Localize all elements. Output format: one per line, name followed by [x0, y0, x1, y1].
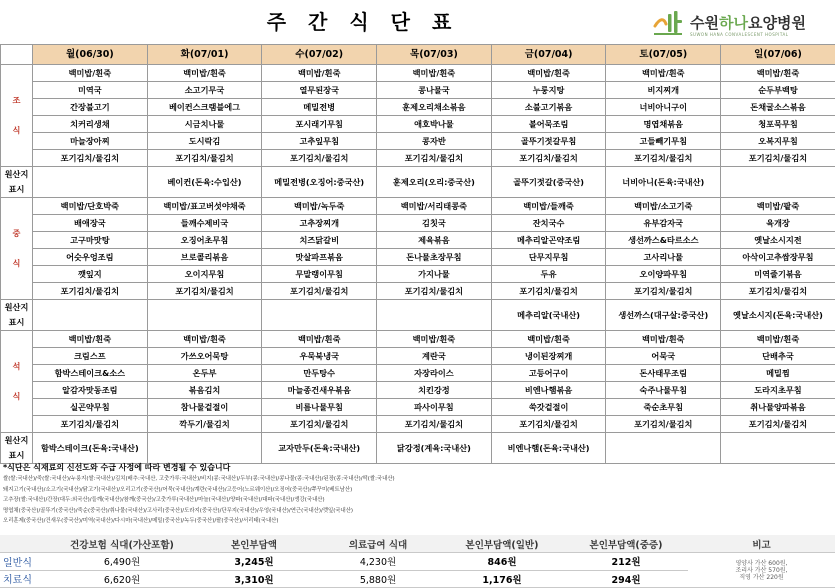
dinner-label: 석 식: [1, 331, 33, 433]
logo-mark-icon: [652, 8, 686, 38]
menu-item: 소고기무국: [147, 82, 262, 99]
dinner-menu-row: [1, 382, 835, 399]
menu-item: 누룽지탕: [491, 82, 606, 99]
menu-item: 미역국: [33, 82, 148, 99]
menu-item: 옛날소시지전: [721, 232, 835, 249]
origin-note-line: 쌀(쌀:국내산)/죽(쌀:국내산)/누룽지(쌀:국내산)/김치(배추:국내산, 고춧가루:국내산)/비지(콩:국내산)/두부(콩:국내산)/콩나물(콩:국내산)/된장(콩:국내산)/떡(쌀:국내산): [3, 476, 395, 482]
origin-cell: [606, 433, 721, 464]
menu-item: 콩나물국: [377, 82, 492, 99]
origin-cell: 골뚜기젓갈(중국산): [491, 167, 606, 198]
dinner-menu-row: [1, 348, 835, 365]
menu-item: 치커리생채: [33, 116, 148, 133]
menu-item: 브로콜리볶음: [147, 249, 262, 266]
menu-item: 너비아니구이: [606, 99, 721, 116]
menu-item: 백미밥/흰죽: [33, 65, 148, 82]
menu-item: 백미밥/흰죽: [377, 65, 492, 82]
menu-item: 백미밥/들깨죽: [491, 198, 606, 215]
header: [0, 0, 835, 44]
menu-item: 냉이된장찌개: [491, 348, 606, 365]
menu-item: 치킨강정: [377, 382, 492, 399]
lunch-menu-row: [1, 266, 835, 283]
price-header: 본인부담액(일반): [440, 535, 564, 553]
menu-item: 골뚜기젓갈무침: [491, 133, 606, 150]
menu-item: 포기김치/물김치: [491, 416, 606, 433]
menu-item: 돈사태무조림: [606, 365, 721, 382]
menu-item: 깻잎지: [33, 266, 148, 283]
menu-item: 메추리알곤약조림: [491, 232, 606, 249]
origin-cell: 훈제오리(오리:중국산): [377, 167, 492, 198]
menu-item: 제육볶음: [377, 232, 492, 249]
menu-change-note: *식단은 식재료의 신선도와 수급 사정에 따라 변경될 수 있습니다: [3, 463, 231, 472]
price-header: 본인부담액: [192, 535, 316, 553]
day-header: 토(07/05): [606, 45, 721, 65]
menu-item: 취나물양파볶음: [721, 399, 835, 416]
origin-label: 원산지 표시: [1, 167, 33, 198]
menu-item: 들깨수제비국: [147, 215, 262, 232]
menu-item: 맛살파프볶음: [262, 249, 377, 266]
origin-cell: 옛날소시지(돈육:국내산): [721, 300, 835, 331]
breakfast-menu-row: [1, 150, 835, 167]
menu-item: 백미밥/흰죽: [33, 331, 148, 348]
menu-item: 백미밥/흰죽: [491, 331, 606, 348]
day-header-row: [1, 45, 835, 65]
menu-item: 백미밥/표고버섯야채죽: [147, 198, 262, 215]
menu-item: 백미밥/흰죽: [721, 331, 835, 348]
origin-label: 원산지 표시: [1, 300, 33, 331]
origin-cell: [147, 300, 262, 331]
origin-cell: [147, 433, 262, 464]
menu-item: 가지나물: [377, 266, 492, 283]
origin-cell: [33, 300, 148, 331]
menu-item: 도라지초무침: [721, 382, 835, 399]
menu-item: 간장불고기: [33, 99, 148, 116]
meal-type-label: 일반식: [0, 553, 52, 571]
menu-item: 백미밥/흰죽: [491, 65, 606, 82]
menu-item: 백미밥/흰죽: [262, 65, 377, 82]
menu-item: 백미밥/흰죽: [606, 331, 721, 348]
menu-item: 백미밥/소고기죽: [606, 198, 721, 215]
menu-item: 포기김치/물김치: [147, 283, 262, 300]
menu-item: 명엽채볶음: [606, 116, 721, 133]
menu-item: 백미밥/단호박죽: [33, 198, 148, 215]
breakfast-origin-row: [1, 167, 835, 198]
origin-cell: [721, 433, 835, 464]
origin-note-line: 오리훈제(중국산)/건새우(중국산)/미역(국내산)/다시마(국내산)/메밀(중국산)/녹두(중국산)/팥(중국산)/서리태(국내산): [3, 518, 279, 524]
menu-item: 파사이무침: [377, 399, 492, 416]
logo-text: 수원하나요양병원: [690, 14, 806, 32]
menu-item: 자장라이스: [377, 365, 492, 382]
breakfast-label: 조 식: [1, 65, 33, 167]
menu-item: 포기김치/물김치: [606, 283, 721, 300]
origin-cell: 너비아니(돈육:국내산): [606, 167, 721, 198]
menu-item: 고추잎무침: [262, 133, 377, 150]
menu-item: 고구마맛탕: [33, 232, 148, 249]
day-header: 화(07/01): [147, 45, 262, 65]
menu-item: 콩자반: [377, 133, 492, 150]
origin-cell: [721, 167, 835, 198]
origin-cell: 교자만두(돈육:국내산): [262, 433, 377, 464]
menu-item: 포기김치/물김치: [491, 283, 606, 300]
menu-item: 훈제오리채소볶음: [377, 99, 492, 116]
origin-cell: 닭강정(계육:국내산): [377, 433, 492, 464]
origin-cell: [377, 300, 492, 331]
menu-item: 비지찌개: [606, 82, 721, 99]
page-title: 주간식단표: [266, 10, 474, 34]
origin-cell: 비엔나햄(돈육:국내산): [491, 433, 606, 464]
menu-item: 청포묵무침: [721, 116, 835, 133]
menu-item: 백미밥/녹두죽: [262, 198, 377, 215]
price-header: 건강보험 식대(가산포함): [52, 535, 192, 553]
menu-item: 포기김치/물김치: [721, 150, 835, 167]
breakfast-menu-row: [1, 116, 835, 133]
price-cell: 4,230원: [316, 553, 440, 571]
menu-item: 계란국: [377, 348, 492, 365]
lunch-label: 중 식: [1, 198, 33, 300]
origin-note-line: 명엽채(중국산)/골뚜기(중국산)/죽순(중국산)/취나물(국내산)/고사리(중국산)/도라지(중국산)/단무지(국내산)/우엉(국내산)/연근(국내산)/깻잎(국내산): [3, 507, 354, 514]
hospital-logo: [652, 8, 835, 42]
menu-item: 포시래기무침: [262, 116, 377, 133]
menu-item: 오징어초무침: [147, 232, 262, 249]
menu-item: 유부감자국: [606, 215, 721, 232]
menu-item: 포기김치/물김치: [147, 150, 262, 167]
menu-item: 포기김치/물김치: [262, 416, 377, 433]
menu-item: 배애장국: [33, 215, 148, 232]
menu-item: 백미밥/흰죽: [377, 331, 492, 348]
menu-item: 백미밥/서리태콩죽: [377, 198, 492, 215]
menu-item: 백미밥/흰죽: [262, 331, 377, 348]
price-cell: 6,620원: [52, 570, 192, 588]
menu-item: 쑥갓겉절이: [491, 399, 606, 416]
dinner-origin-row: [1, 433, 835, 464]
menu-item: 포기김치/물김치: [491, 150, 606, 167]
menu-item: 볶음김치: [147, 382, 262, 399]
menu-item: 포기김치/물김치: [262, 150, 377, 167]
menu-item: 백미밥/흰죽: [147, 65, 262, 82]
meal-type-label: 치료식: [0, 570, 52, 588]
menu-item: 순두부백탕: [721, 82, 835, 99]
menu-item: 포기김치/물김치: [606, 416, 721, 433]
menu-item: 포기김치/물김치: [721, 283, 835, 300]
menu-item: 볼어묵조림: [491, 116, 606, 133]
price-cell: 1,176원: [440, 570, 564, 588]
day-header: 월(06/30): [33, 45, 148, 65]
dinner-menu-row: [1, 331, 835, 348]
origin-cell: 함박스테이크(돈육:국내산): [33, 433, 148, 464]
menu-item: 참나물겉절이: [147, 399, 262, 416]
origin-cell: 베이컨(돈육:수입산): [147, 167, 262, 198]
menu-item: 크림스프: [33, 348, 148, 365]
price-header: 비고: [688, 535, 835, 553]
menu-item: 고들빼기무침: [606, 133, 721, 150]
dinner-menu-row: [1, 416, 835, 433]
menu-item: 죽순초무침: [606, 399, 721, 416]
weekly-menu-table: [0, 44, 835, 464]
price-cell: 294원: [564, 570, 688, 588]
menu-item: 어묵국: [606, 348, 721, 365]
menu-item: 도시락김: [147, 133, 262, 150]
menu-item: 가쓰오어묵탕: [147, 348, 262, 365]
menu-item: 오복지무침: [721, 133, 835, 150]
origin-note-line: 돼지고기(국내산)/소고기(국내산)/닭고기(국내산)/오리고기(중국산)/어묵(국내산)/계란(국내산)/고등어(노르웨이산)/오징어(중국산)/쭈꾸미(베트남산): [3, 486, 353, 493]
lunch-menu-row: [1, 232, 835, 249]
lunch-menu-row: [1, 215, 835, 232]
menu-item: 온두부: [147, 365, 262, 382]
menu-item: 무말랭이무침: [262, 266, 377, 283]
menu-item: 알감자맛동조림: [33, 382, 148, 399]
menu-item: 돈채굴소스볶음: [721, 99, 835, 116]
day-header: 금(07/04): [491, 45, 606, 65]
menu-item: 고추장찌개: [262, 215, 377, 232]
menu-item: 치즈닭갈비: [262, 232, 377, 249]
price-header: [0, 535, 52, 553]
menu-item: 메밀찜: [721, 365, 835, 382]
menu-item: 단배추국: [721, 348, 835, 365]
origin-cell: 메밀전병(오징어:중국산): [262, 167, 377, 198]
menu-item: 애호박나물: [377, 116, 492, 133]
notes-section: [0, 461, 835, 527]
menu-item: 포기김치/물김치: [33, 416, 148, 433]
lunch-origin-row: [1, 300, 835, 331]
menu-item: 생선까스&타르소스: [606, 232, 721, 249]
lunch-menu-row: [1, 249, 835, 266]
menu-item: 오이양파무침: [606, 266, 721, 283]
origin-cell: 메추리알(국내산): [491, 300, 606, 331]
menu-item: 열무된장국: [262, 82, 377, 99]
menu-item: 포기김치/물김치: [377, 283, 492, 300]
menu-item: 고등어구이: [491, 365, 606, 382]
price-remark: 영양사 가산 600원, 조리사 가산 570원, 직영 가산 220원: [688, 553, 835, 588]
menu-item: 단무지무침: [491, 249, 606, 266]
menu-item: 아삭이고추쌈장무침: [721, 249, 835, 266]
menu-item: 베이컨스크램블에그: [147, 99, 262, 116]
origin-cell: [33, 167, 148, 198]
menu-item: 돈나물초장무침: [377, 249, 492, 266]
menu-item: 백미밥/흰죽: [606, 65, 721, 82]
menu-item: 잔치국수: [491, 215, 606, 232]
menu-item: 포기김치/물김치: [377, 150, 492, 167]
price-header: 의료급여 식대: [316, 535, 440, 553]
menu-item: 포기김치/물김치: [721, 416, 835, 433]
menu-item: 비엔나햄볶음: [491, 382, 606, 399]
price-cell: 3,310원: [192, 570, 316, 588]
menu-item: 포기김치/물김치: [262, 283, 377, 300]
dinner-menu-row: [1, 399, 835, 416]
breakfast-menu-row: [1, 99, 835, 116]
menu-item: 포기김치/물김치: [377, 416, 492, 433]
price-cell: 3,245원: [192, 553, 316, 571]
menu-item: 함박스테이크&소스: [33, 365, 148, 382]
breakfast-menu-row: [1, 65, 835, 82]
breakfast-menu-row: [1, 133, 835, 150]
origin-note-line: 고추장(쌀:국내산)/간장(대두:외국산)/들깨(국내산)/참깨(중국산)/고춧가루(국내산)/마늘(국내산)/양파(국내산)/대파(국내산)/생강(국내산): [3, 497, 325, 503]
menu-item: 마늘장아찌: [33, 133, 148, 150]
menu-item: 포기김치/물김치: [33, 283, 148, 300]
price-cell: 5,880원: [316, 570, 440, 588]
menu-item: 포기김치/물김치: [33, 150, 148, 167]
menu-item: 백미밥/흰죽: [147, 331, 262, 348]
price-row-general: [0, 553, 835, 571]
lunch-menu-row: [1, 283, 835, 300]
price-header: 본인부담액(중증): [564, 535, 688, 553]
menu-item: 우묵북냉국: [262, 348, 377, 365]
menu-item: 오이지무침: [147, 266, 262, 283]
menu-item: 깍두기/물김치: [147, 416, 262, 433]
menu-item: 시금치나물: [147, 116, 262, 133]
price-cell: 846원: [440, 553, 564, 571]
menu-item: 마늘종건새우볶음: [262, 382, 377, 399]
day-header: 일(07/06): [721, 45, 835, 65]
menu-item: 두유: [491, 266, 606, 283]
menu-item: 고사리나물: [606, 249, 721, 266]
menu-item: 김칫국: [377, 215, 492, 232]
menu-item: 메밀전병: [262, 99, 377, 116]
menu-item: 숙주나물무침: [606, 382, 721, 399]
menu-item: 백미밥/팥죽: [721, 198, 835, 215]
menu-item: 포기김치/물김치: [606, 150, 721, 167]
origin-cell: [262, 300, 377, 331]
menu-item: 만두탕수: [262, 365, 377, 382]
menu-item: 어슷우엉조림: [33, 249, 148, 266]
corner-cell: [1, 45, 33, 65]
logo-subtitle: SUWON HANA CONVALESCENT HOSPITAL: [690, 32, 789, 37]
origin-label: 원산지 표시: [1, 433, 33, 464]
menu-item: 백미밥/흰죽: [721, 65, 835, 82]
dinner-menu-row: [1, 365, 835, 382]
price-cell: 6,490원: [52, 553, 192, 571]
menu-item: 비름나물무침: [262, 399, 377, 416]
price-header-row: [0, 535, 835, 553]
meal-price-table: [0, 535, 835, 588]
menu-item: 소불고기볶음: [491, 99, 606, 116]
day-header: 수(07/02): [262, 45, 377, 65]
menu-item: 미역줄기볶음: [721, 266, 835, 283]
origin-cell: 생선까스(대구살:중국산): [606, 300, 721, 331]
day-header: 목(07/03): [377, 45, 492, 65]
menu-item: 육개장: [721, 215, 835, 232]
breakfast-menu-row: [1, 82, 835, 99]
price-cell: 212원: [564, 553, 688, 571]
lunch-menu-row: [1, 198, 835, 215]
menu-item: 실곤약무침: [33, 399, 148, 416]
